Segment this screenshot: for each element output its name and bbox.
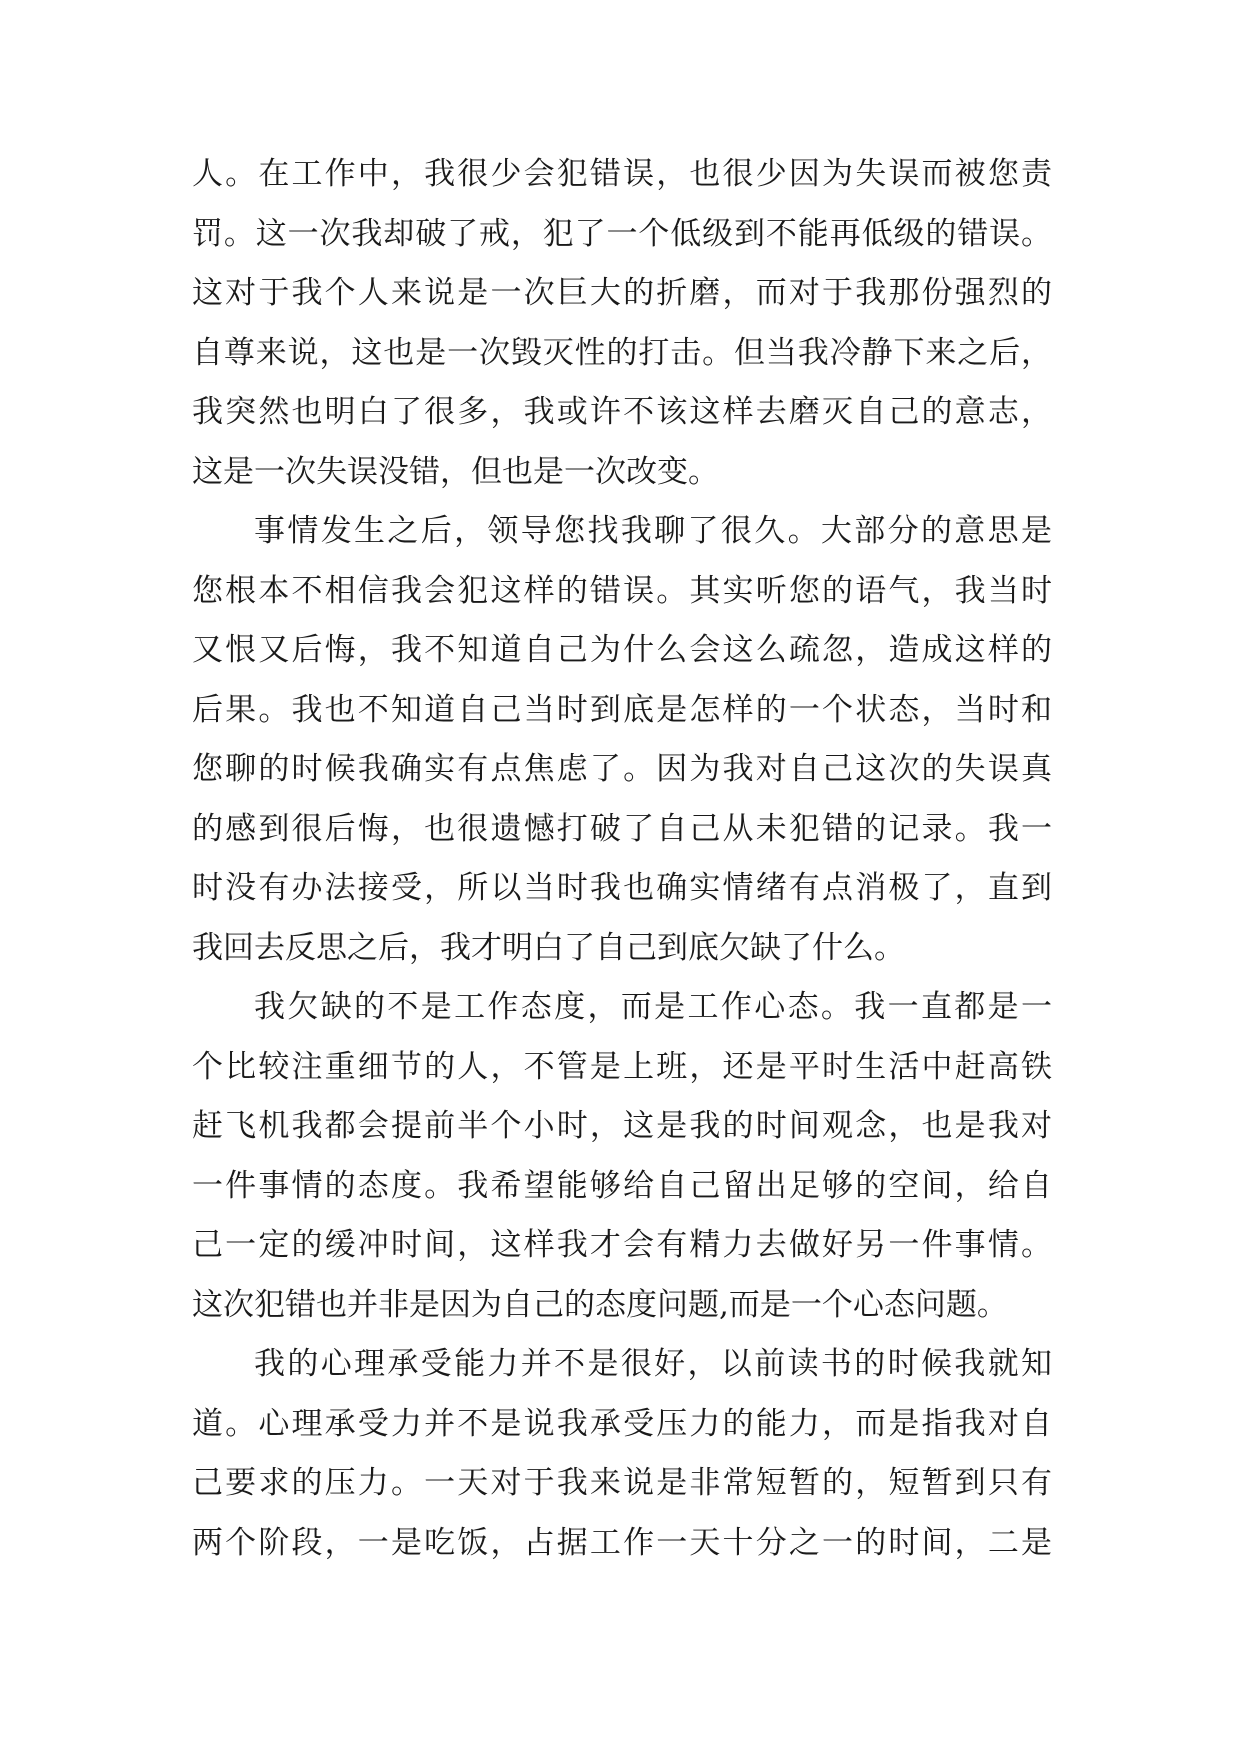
text-line: 后果。我也不知道自己当时到底是怎样的一个状态，当时和 xyxy=(192,691,1052,728)
text-line: 您根本不相信我会犯这样的错误。其实听您的语气，我当时 xyxy=(192,572,1052,609)
paragraph xyxy=(192,1335,1052,1573)
text-line: 一件事情的态度。我希望能够给自己留出足够的空间，给自 xyxy=(192,1167,1052,1204)
paragraph xyxy=(192,502,1052,978)
text-line: 两个阶段，一是吃饭，占据工作一天十分之一的时间，二是 xyxy=(192,1524,1052,1561)
text-line: 的感到很后悔，也很遗憾打破了自己从未犯错的记录。我一 xyxy=(192,810,1052,847)
text-line: 这对于我个人来说是一次巨大的折磨，而对于我那份强烈的 xyxy=(192,275,1052,311)
text-line: 罚。这一次我却破了戒，犯了一个低级到不能再低级的错误。 xyxy=(192,215,1052,252)
text-line: 时没有办法接受，所以当时我也确实情绪有点消极了，直到 xyxy=(192,870,1052,906)
text-line: 己要求的压力。一天对于我来说是非常短暂的，短暂到只有 xyxy=(192,1465,1052,1501)
paragraph xyxy=(192,145,1052,502)
text-line: 己一定的缓冲时间，这样我才会有精力去做好另一件事情。 xyxy=(192,1227,1052,1263)
text-line: 我突然也明白了很多，我或许不该这样去磨灭自己的意志， xyxy=(192,394,1052,430)
text-line: 又恨又后悔，我不知道自己为什么会这么疏忽，造成这样的 xyxy=(192,632,1052,668)
text-line: 自尊来说，这也是一次毁灭性的打击。但当我冷静下来之后， xyxy=(192,334,1052,371)
text-line: 道。心理承受力并不是说我承受压力的能力，而是指我对自 xyxy=(192,1405,1052,1442)
body-text xyxy=(192,145,1052,1573)
text-line: 事情发生之后，领导您找我聊了很久。大部分的意思是 xyxy=(254,513,1052,549)
paragraph xyxy=(192,978,1052,1335)
text-line: 赶飞机我都会提前半个小时，这是我的时间观念，也是我对 xyxy=(192,1108,1052,1144)
text-line: 个比较注重细节的人，不管是上班，还是平时生活中赶高铁 xyxy=(192,1048,1052,1085)
text-line: 您聊的时候我确实有点焦虑了。因为我对自己这次的失误真 xyxy=(192,751,1052,787)
text-line: 这次犯错也并非是因为自己的态度问题,而是一个心态问题。 xyxy=(192,1286,1008,1323)
text-line: 人。在工作中，我很少会犯错误，也很少因为失误而被您责 xyxy=(192,156,1052,192)
text-line: 我欠缺的不是工作态度，而是工作心态。我一直都是一 xyxy=(254,989,1052,1025)
text-line: 这是一次失误没错，但也是一次改变。 xyxy=(192,453,719,490)
text-line: 我回去反思之后，我才明白了自己到底欠缺了什么。 xyxy=(192,929,905,966)
text-line: 我的心理承受能力并不是很好，以前读书的时候我就知 xyxy=(254,1346,1052,1382)
